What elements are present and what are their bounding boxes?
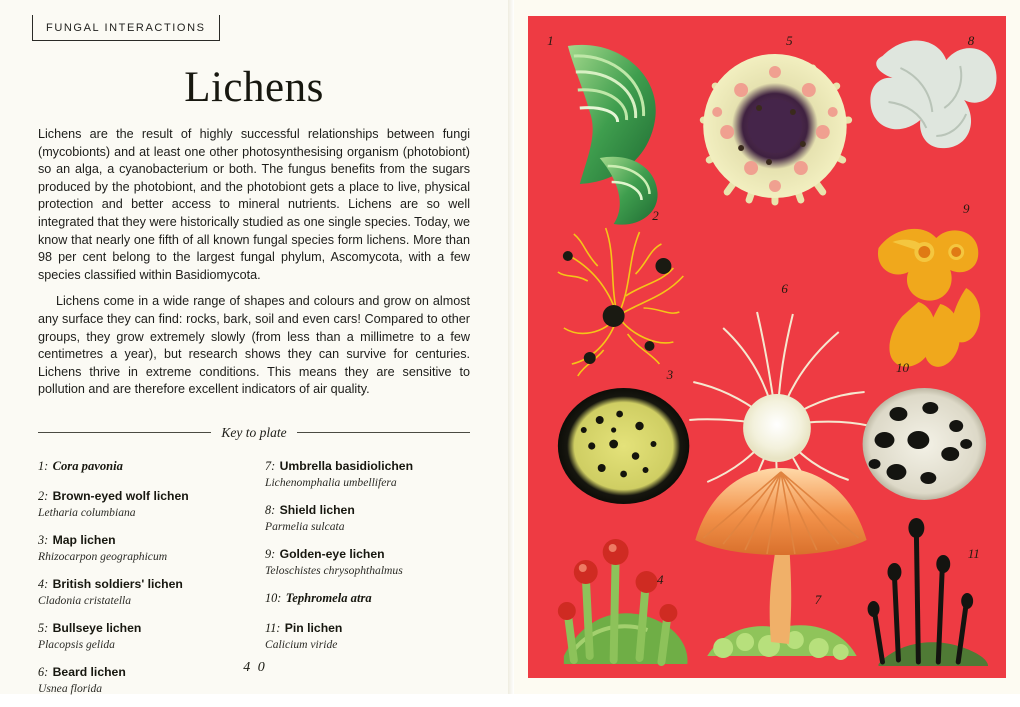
body-paragraph-1: Lichens are the result of highly successful relationships between fungi (mycobionts) and at least one other photosynthesising organism (photobiont) so an alga, a cyanobacterium or both. The fungus benefits from the sugars produced by the photobiont, and the photobiont gets a place to live, physical protection and better access to mineral nutrients. Lichens are so well integrated that they were historically studied as one single species. Today, we know that nearly one fifth of all known fungal species form lichens. More than 98 per cent belong to the largest fungal phylum, Ascomycota, with a few species classified within Basidiomycota. xyxy=(38,127,470,282)
key-scientific-name: Lichenomphalia umbellifera xyxy=(265,475,397,489)
illustration-tephromela-atra xyxy=(863,388,986,500)
key-scientific-name: Cladonia cristatella xyxy=(38,593,132,607)
key-scientific-name: Parmelia sulcata xyxy=(265,519,345,533)
key-name: Beard lichen xyxy=(52,664,126,679)
plate-number-8: 8 xyxy=(967,32,975,48)
chapter-tag: FUNGAL INTERACTIONS xyxy=(32,15,220,41)
key-name: Tephromela atra xyxy=(285,590,372,605)
plate-artwork xyxy=(528,16,1006,678)
list-item xyxy=(38,531,243,563)
key-number: 5: xyxy=(38,620,49,635)
list-item xyxy=(38,457,243,475)
key-name: Cora pavonia xyxy=(52,458,123,473)
key-number: 2: xyxy=(38,488,49,503)
key-number: 1: xyxy=(38,458,49,473)
left-page xyxy=(0,0,510,694)
wolf-lichen-apothecium xyxy=(603,305,625,327)
plate-number-3: 3 xyxy=(666,366,674,382)
key-name: Brown-eyed wolf lichen xyxy=(52,488,189,503)
key-name: Pin lichen xyxy=(284,620,343,635)
page-title: Lichens xyxy=(184,64,324,111)
key-name: Map lichen xyxy=(52,532,116,547)
list-item xyxy=(38,619,243,651)
page-number: 4 0 xyxy=(243,660,267,675)
plate-number-6: 6 xyxy=(781,280,788,296)
rule-right xyxy=(297,432,470,433)
key-name: Shield lichen xyxy=(279,502,355,517)
key-number: 8: xyxy=(265,502,276,517)
key-scientific-name: Calicium viride xyxy=(265,637,338,651)
list-item xyxy=(265,589,470,607)
plate-number-2: 2 xyxy=(652,207,659,223)
plate-number-5: 5 xyxy=(786,32,793,48)
key-scientific-name: Rhizocarpon geographicum xyxy=(38,549,168,563)
key-number: 11: xyxy=(265,620,281,635)
key-scientific-name: Letharia columbiana xyxy=(38,505,136,519)
key-scientific-name: Teloschistes chrysophthalmus xyxy=(265,563,403,577)
body-paragraph-2: Lichens come in a wide range of shapes and colours and grow on almost any surface they can find: rocks, bark, soil and even cars! Compared to other groups, they grow extremely slowly (from less than a millimetre to a few centimetres a year), but research shows they can survive for centuries. Lichens thrive in extreme conditions. This means they are sensitive to pollution and are therefore excellent indicators of air quality. xyxy=(38,294,470,397)
key-number: 10: xyxy=(265,590,282,605)
plate-number-11: 11 xyxy=(967,545,980,561)
plate-number-9: 9 xyxy=(962,201,970,217)
key-number: 6: xyxy=(38,664,49,679)
key-name: Golden-eye lichen xyxy=(279,546,385,561)
right-page xyxy=(510,0,1020,694)
key-to-plate-header xyxy=(38,425,470,441)
page-gutter xyxy=(508,0,514,694)
list-item xyxy=(265,619,470,651)
key-name: Umbrella basidiolichen xyxy=(279,458,414,473)
rule-left xyxy=(38,432,211,433)
key-number: 3: xyxy=(38,532,49,547)
lichen-plate-illustration xyxy=(528,16,1006,678)
plate-number-7: 7 xyxy=(814,591,822,607)
plate-number-4: 4 xyxy=(657,572,664,588)
list-item xyxy=(265,501,470,533)
plate-number-1: 1 xyxy=(547,32,554,48)
key-name: Bullseye lichen xyxy=(52,620,142,635)
key-name: British soldiers' lichen xyxy=(52,576,183,591)
illustration-map-lichen xyxy=(558,388,689,504)
key-number: 7: xyxy=(265,458,276,473)
key-scientific-name: Usnea florida xyxy=(38,681,103,695)
list-item xyxy=(38,487,243,519)
key-number: 4: xyxy=(38,576,49,591)
key-scientific-name: Placopsis gelida xyxy=(38,637,115,651)
key-to-plate-label: Key to plate xyxy=(221,424,287,440)
list-item xyxy=(265,457,470,489)
list-item xyxy=(38,575,243,607)
plate-number-10: 10 xyxy=(896,360,910,376)
list-item xyxy=(265,545,470,577)
key-number: 9: xyxy=(265,546,276,561)
